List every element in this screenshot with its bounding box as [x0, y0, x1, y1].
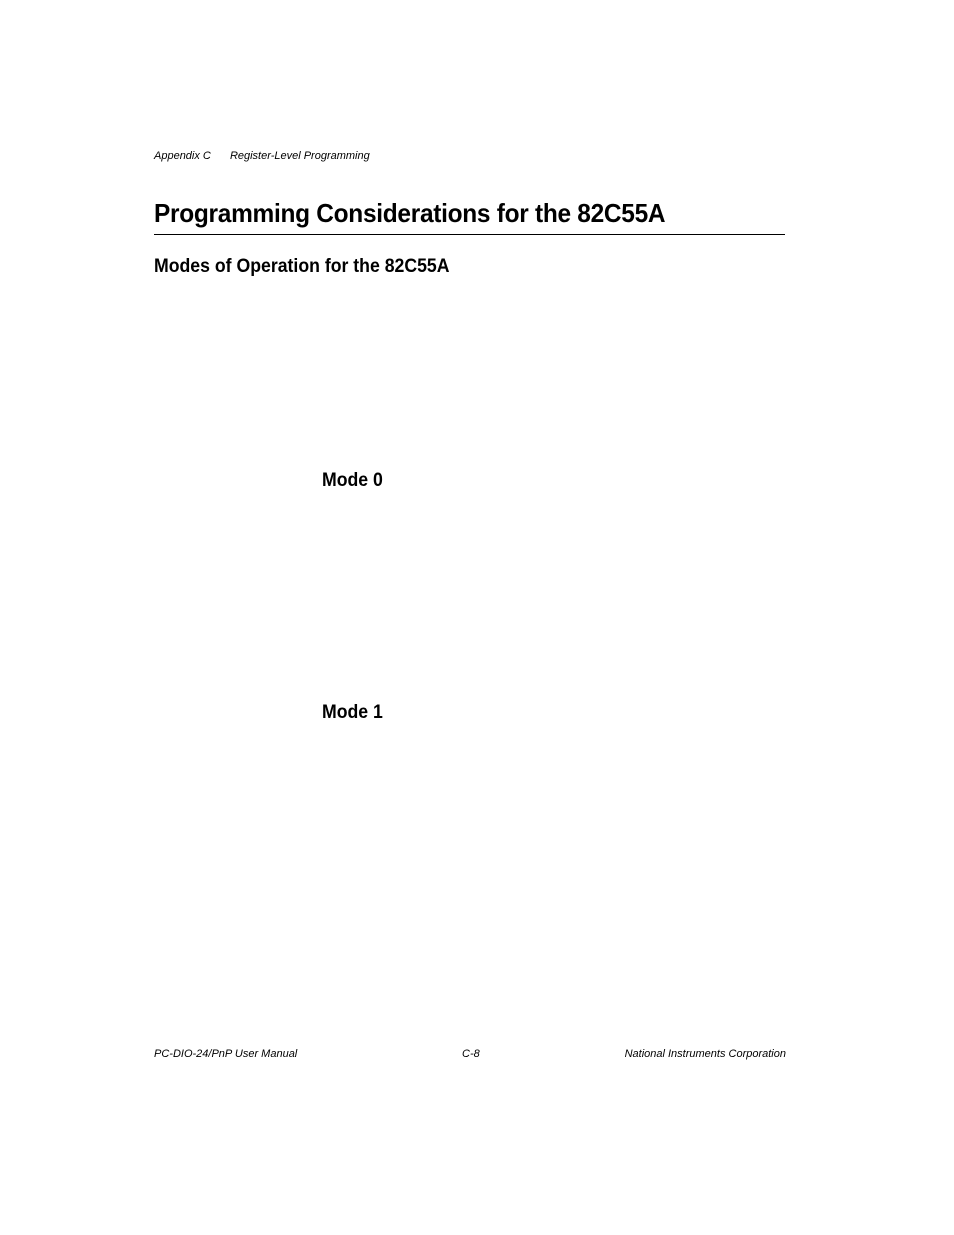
section-label: Register-Level Programming	[229, 150, 370, 162]
mode-0-heading: Mode 0	[322, 470, 383, 491]
section-heading: Modes of Operation for the 82C55A	[154, 256, 450, 277]
running-header	[154, 150, 370, 162]
footer-company: National Instruments Corporation	[624, 1048, 786, 1060]
appendix-label: Appendix C	[154, 150, 211, 162]
footer-page-number: C-8	[462, 1048, 480, 1060]
footer-manual-name: PC-DIO-24/PnP User Manual	[154, 1048, 298, 1060]
page-title: Programming Considerations for the 82C55A	[154, 198, 666, 228]
title-rule	[154, 234, 785, 235]
mode-1-heading: Mode 1	[322, 702, 383, 723]
